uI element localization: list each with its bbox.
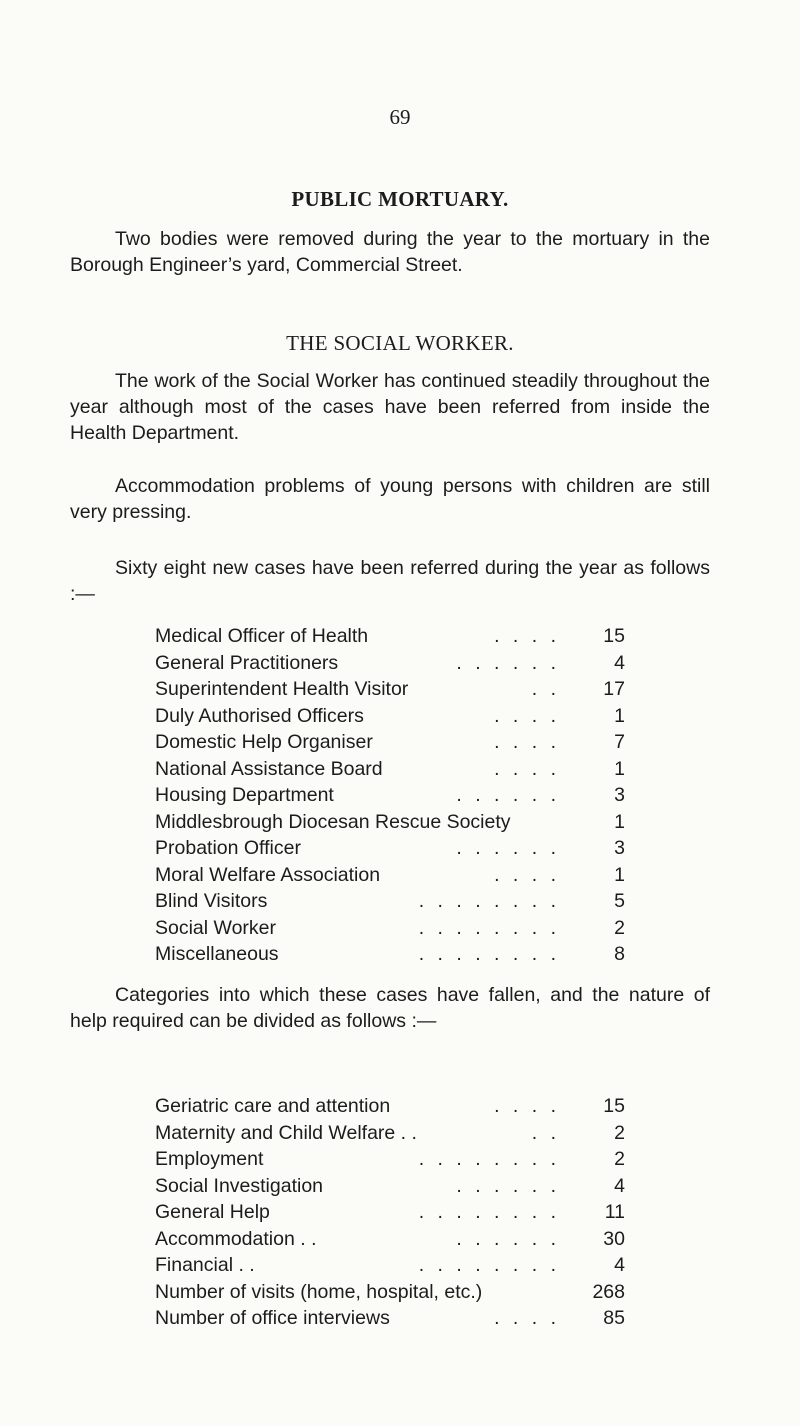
list-item [155, 623, 625, 650]
list-item [155, 729, 625, 756]
paragraph-text: Sixty eight new cases have been referred during the year as follows :— [70, 557, 710, 605]
item-label: Superintendent Health Visitor [155, 678, 409, 700]
mortuary-heading: PUBLIC MORTUARY. [291, 187, 509, 211]
list-item [155, 915, 625, 942]
list-item [155, 1120, 625, 1147]
mortuary-paragraph [70, 226, 710, 278]
item-count: 8 [614, 943, 625, 965]
leader-dots: . . . . . . [456, 1174, 560, 1197]
item-count: 268 [592, 1280, 625, 1303]
leader-dots: . . . . [494, 757, 560, 780]
leader-dots: . . . . [494, 1095, 560, 1117]
item-label: Social Worker [155, 916, 277, 939]
item-label: National Assistance Board [155, 757, 383, 780]
item-count: 17 [603, 678, 625, 700]
list-item [155, 756, 625, 783]
leader-dots: . . . . . . [456, 651, 560, 674]
item-label: Middlesbrough Diocesan Rescue Society [155, 810, 511, 833]
item-label: General Help [155, 1201, 270, 1223]
leader-dots: . . . . . . [456, 1227, 560, 1250]
leader-dots: . . . . . . . . [418, 1254, 560, 1276]
item-count: 1 [614, 810, 625, 833]
item-label: Probation Officer [155, 837, 301, 859]
item-count: 11 [604, 1201, 625, 1223]
list-item [155, 1279, 625, 1306]
list-item [155, 1173, 625, 1200]
item-count: 4 [614, 651, 625, 674]
item-label: Maternity and Child Welfare . . [155, 1121, 417, 1144]
list-item [155, 650, 625, 677]
item-count: 3 [614, 837, 625, 859]
item-count: 1 [614, 757, 625, 780]
item-label: Domestic Help Organiser [155, 731, 373, 753]
leader-dots: . . [531, 678, 560, 700]
item-count: 4 [614, 1254, 625, 1276]
item-count: 1 [614, 704, 625, 727]
item-label: Social Investigation [155, 1174, 324, 1197]
item-label: Accommodation . . [155, 1227, 317, 1250]
list-item [155, 941, 625, 968]
list-item [155, 1226, 625, 1253]
item-count: 2 [614, 1121, 625, 1144]
item-count: 2 [614, 1148, 625, 1170]
leader-dots: . . . . [494, 1307, 560, 1329]
item-count: 85 [603, 1307, 625, 1329]
item-count: 4 [614, 1174, 625, 1197]
paragraph-text: The work of the Social Worker has continued steadily throughout the year although most of the cases have been referred from inside the Health Department. [70, 370, 710, 444]
list-item [155, 782, 625, 809]
item-label: Housing Department [155, 784, 334, 806]
leader-dots: . . . . . . . . [418, 890, 560, 912]
item-count: 15 [603, 625, 625, 647]
item-count: 15 [603, 1095, 625, 1117]
list-item [155, 835, 625, 862]
item-label: Moral Welfare Association [155, 863, 381, 886]
categories-intro [70, 982, 710, 1034]
list-item [155, 1093, 625, 1120]
list-item [155, 809, 625, 836]
leader-dots: . . . . [494, 731, 560, 753]
list-item [155, 1199, 625, 1226]
leader-dots: . . [531, 1121, 560, 1144]
paragraph-text: Accommodation problems of young persons with children are still very pressing. [70, 475, 710, 523]
page-number: 69 [389, 105, 411, 129]
item-label: General Practitioners [155, 651, 339, 674]
leader-dots: . . . . . . [456, 837, 560, 859]
referrals-list [155, 623, 625, 968]
leader-dots: . . . . [494, 704, 560, 727]
item-label: Geriatric care and attention [155, 1095, 391, 1117]
list-item [155, 862, 625, 889]
item-count: 7 [614, 731, 625, 753]
item-count: 3 [614, 784, 625, 806]
item-label: Number of visits (home, hospital, etc.) [155, 1280, 483, 1303]
leader-dots: . . . . [494, 625, 560, 647]
item-count: 2 [614, 916, 625, 939]
item-label: Financial . . [155, 1254, 255, 1276]
list-item [155, 703, 625, 730]
list-item [155, 1146, 625, 1173]
leader-dots: . . . . . . [456, 784, 560, 806]
item-count: 30 [603, 1227, 625, 1250]
item-label: Blind Visitors [155, 890, 268, 912]
leader-dots: . . . . . . . . [418, 1148, 560, 1170]
item-count: 1 [614, 863, 625, 886]
item-label: Number of office interviews [155, 1307, 390, 1329]
leader-dots: . . . . . . . . [418, 943, 560, 965]
social-worker-paragraph-2 [70, 473, 710, 525]
categories-list [155, 1093, 625, 1332]
list-item [155, 1252, 625, 1279]
item-label: Miscellaneous [155, 943, 279, 965]
leader-dots: . . . . . . . . [418, 916, 560, 939]
paragraph-text: Categories into which these cases have fallen, and the nature of help required can be divided as follows :— [70, 984, 710, 1032]
mortuary-text: Two bodies were removed during the year to the mortuary in the Borough Engineer’s yard, Commercial Street. [70, 228, 710, 276]
list-item [155, 1305, 625, 1332]
list-item [155, 888, 625, 915]
leader-dots: . . . . [494, 863, 560, 886]
social-worker-paragraph-1 [70, 368, 710, 446]
item-label: Employment [155, 1148, 264, 1170]
social-worker-paragraph-3 [70, 555, 710, 607]
social-worker-heading: THE SOCIAL WORKER. [286, 331, 514, 355]
item-label: Duly Authorised Officers [155, 704, 364, 727]
list-item [155, 676, 625, 703]
item-label: Medical Officer of Health [155, 625, 369, 647]
item-count: 5 [614, 890, 625, 912]
leader-dots: . . . . . . . . [418, 1201, 560, 1223]
